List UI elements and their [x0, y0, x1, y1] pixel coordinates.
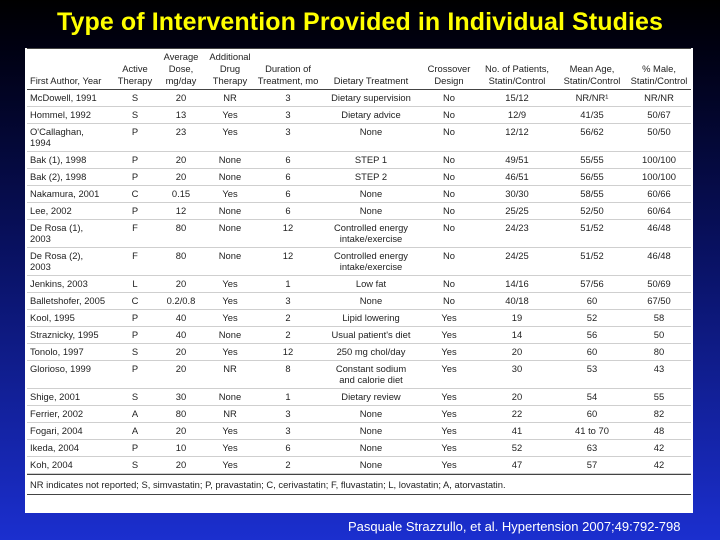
table-cell: S: [113, 457, 157, 474]
table-row: [27, 107, 691, 124]
table-cell: C: [113, 186, 157, 203]
studies-table: [27, 48, 691, 474]
table-cell: Bak (2), 1998: [27, 169, 113, 186]
table-cell: 41 to 70: [557, 423, 627, 440]
table-cell: 48: [627, 423, 691, 440]
table-cell: 22: [477, 406, 557, 423]
table-cell: 30: [157, 389, 205, 406]
table-cell: 42: [627, 457, 691, 474]
table-cell: None: [205, 220, 255, 248]
table-cell: 20: [157, 276, 205, 293]
table-cell: No: [421, 248, 477, 276]
column-header: % Male, Statin/Control: [627, 49, 691, 90]
table-cell: 52: [477, 440, 557, 457]
table-cell: 56: [557, 327, 627, 344]
table-cell: Yes: [205, 440, 255, 457]
table-cell: 52/50: [557, 203, 627, 220]
table-cell: 0.2/0.8: [157, 293, 205, 310]
table-cell: None: [321, 457, 421, 474]
table-cell: Yes: [205, 186, 255, 203]
table-cell: 53: [557, 361, 627, 389]
table-row: [27, 344, 691, 361]
table-cell: P: [113, 124, 157, 152]
table-cell: 56/62: [557, 124, 627, 152]
column-header: Active Therapy: [113, 49, 157, 90]
table-cell: No: [421, 169, 477, 186]
table-cell: Straznicky, 1995: [27, 327, 113, 344]
table-cell: NR/NR¹: [557, 90, 627, 107]
table-cell: No: [421, 90, 477, 107]
table-cell: No: [421, 203, 477, 220]
table-cell: 80: [627, 344, 691, 361]
table-row: [27, 457, 691, 474]
table-cell: S: [113, 107, 157, 124]
table-row: [27, 152, 691, 169]
table-row: [27, 293, 691, 310]
table-cell: 50/69: [627, 276, 691, 293]
table-cell: 49/51: [477, 152, 557, 169]
column-header: Average Dose, mg/day: [157, 49, 205, 90]
table-cell: Yes: [421, 406, 477, 423]
table-cell: No: [421, 152, 477, 169]
table-cell: 12/9: [477, 107, 557, 124]
table-cell: None: [205, 203, 255, 220]
table-cell: No: [421, 293, 477, 310]
table-cell: STEP 1: [321, 152, 421, 169]
table-cell: None: [205, 248, 255, 276]
table-row: [27, 90, 691, 107]
table-cell: A: [113, 406, 157, 423]
table-cell: 6: [255, 203, 321, 220]
table-cell: 80: [157, 220, 205, 248]
table-cell: P: [113, 361, 157, 389]
slide-title: Type of Intervention Provided in Individual Studies: [56, 8, 664, 36]
table-cell: O'Callaghan, 1994: [27, 124, 113, 152]
table-cell: None: [205, 152, 255, 169]
table-cell: No: [421, 124, 477, 152]
table-cell: 10: [157, 440, 205, 457]
table-cell: 15/12: [477, 90, 557, 107]
table-cell: 63: [557, 440, 627, 457]
table-cell: 30: [477, 361, 557, 389]
table-cell: 3: [255, 293, 321, 310]
table-cell: Yes: [421, 440, 477, 457]
table-cell: No: [421, 220, 477, 248]
table-cell: 46/51: [477, 169, 557, 186]
table-cell: 250 mg chol/day: [321, 344, 421, 361]
table-cell: Yes: [205, 124, 255, 152]
table-cell: Fogari, 2004: [27, 423, 113, 440]
table-cell: 41/35: [557, 107, 627, 124]
table-cell: Constant sodium and calorie diet: [321, 361, 421, 389]
table-cell: Yes: [421, 327, 477, 344]
table-cell: 50/50: [627, 124, 691, 152]
table-cell: No: [421, 276, 477, 293]
table-cell: Yes: [421, 361, 477, 389]
table-cell: 60: [557, 344, 627, 361]
table-cell: 100/100: [627, 169, 691, 186]
table-cell: Lipid lowering: [321, 310, 421, 327]
table-cell: 2: [255, 327, 321, 344]
table-cell: NR/NR: [627, 90, 691, 107]
table-cell: Jenkins, 2003: [27, 276, 113, 293]
table-cell: 14/16: [477, 276, 557, 293]
table-cell: 57/56: [557, 276, 627, 293]
table-cell: 60: [557, 293, 627, 310]
table-cell: NR: [205, 361, 255, 389]
table-cell: 3: [255, 107, 321, 124]
table-cell: 12: [157, 203, 205, 220]
table-cell: 3: [255, 423, 321, 440]
table-cell: 50/67: [627, 107, 691, 124]
table-cell: P: [113, 152, 157, 169]
table-footnote: NR indicates not reported; S, simvastatin; P, pravastatin; C, cerivastatin; F, fluvastatin; L, lovastatin; A, atorvastatin.: [27, 474, 691, 495]
table-cell: 50: [627, 327, 691, 344]
table-cell: 20: [157, 90, 205, 107]
table-cell: 0.15: [157, 186, 205, 203]
table-cell: 6: [255, 186, 321, 203]
table-cell: A: [113, 423, 157, 440]
table-cell: Koh, 2004: [27, 457, 113, 474]
table-row: [27, 406, 691, 423]
table-row: [27, 276, 691, 293]
table-row: [27, 186, 691, 203]
table-cell: Dietary advice: [321, 107, 421, 124]
table-cell: 20: [477, 389, 557, 406]
table-cell: Yes: [205, 344, 255, 361]
table-cell: Usual patient's diet: [321, 327, 421, 344]
table-cell: 20: [157, 169, 205, 186]
table-cell: 60/66: [627, 186, 691, 203]
table-cell: Yes: [205, 423, 255, 440]
table-cell: 12: [255, 220, 321, 248]
column-header: No. of Patients, Statin/Control: [477, 49, 557, 90]
table-cell: 55/55: [557, 152, 627, 169]
table-cell: Bak (1), 1998: [27, 152, 113, 169]
table-cell: 23: [157, 124, 205, 152]
table-cell: Yes: [205, 107, 255, 124]
table-cell: 1: [255, 276, 321, 293]
table-cell: 40: [157, 310, 205, 327]
table-cell: Ferrier, 2002: [27, 406, 113, 423]
table-row: [27, 440, 691, 457]
table-cell: L: [113, 276, 157, 293]
table-cell: 14: [477, 327, 557, 344]
table-cell: C: [113, 293, 157, 310]
table-cell: Kool, 1995: [27, 310, 113, 327]
table-cell: P: [113, 327, 157, 344]
table-cell: 3: [255, 90, 321, 107]
table-row: [27, 248, 691, 276]
table-cell: None: [321, 423, 421, 440]
table-cell: 51/52: [557, 220, 627, 248]
table-cell: 12: [255, 344, 321, 361]
table-cell: 46/48: [627, 220, 691, 248]
table-cell: None: [321, 406, 421, 423]
table-row: [27, 389, 691, 406]
table-cell: 82: [627, 406, 691, 423]
table-cell: F: [113, 248, 157, 276]
table-cell: De Rosa (2), 2003: [27, 248, 113, 276]
table-cell: Dietary review: [321, 389, 421, 406]
table-cell: 40: [157, 327, 205, 344]
table-row: [27, 220, 691, 248]
table-cell: Yes: [421, 457, 477, 474]
table-cell: None: [205, 389, 255, 406]
table-cell: 80: [157, 248, 205, 276]
table-cell: 12/12: [477, 124, 557, 152]
table-cell: Shige, 2001: [27, 389, 113, 406]
table-cell: Tonolo, 1997: [27, 344, 113, 361]
table-row: [27, 361, 691, 389]
table-cell: Low fat: [321, 276, 421, 293]
table-row: [27, 169, 691, 186]
table-cell: Nakamura, 2001: [27, 186, 113, 203]
table-cell: P: [113, 310, 157, 327]
table-cell: 3: [255, 124, 321, 152]
table-cell: 13: [157, 107, 205, 124]
table-cell: De Rosa (1), 2003: [27, 220, 113, 248]
table-cell: 55: [627, 389, 691, 406]
table-cell: 2: [255, 310, 321, 327]
table-cell: 6: [255, 440, 321, 457]
table-cell: S: [113, 389, 157, 406]
table-cell: 20: [477, 344, 557, 361]
table-cell: S: [113, 90, 157, 107]
table-cell: 60: [557, 406, 627, 423]
column-header: Crossover Design: [421, 49, 477, 90]
table-cell: 30/30: [477, 186, 557, 203]
column-header: Duration of Treatment, mo: [255, 49, 321, 90]
table-cell: 54: [557, 389, 627, 406]
table-cell: Yes: [421, 344, 477, 361]
table-row: [27, 203, 691, 220]
table-cell: 2: [255, 457, 321, 474]
table-cell: 20: [157, 152, 205, 169]
table-cell: NR: [205, 90, 255, 107]
table-cell: 19: [477, 310, 557, 327]
table-cell: 60/64: [627, 203, 691, 220]
table-panel: [25, 48, 693, 513]
table-cell: 52: [557, 310, 627, 327]
table-cell: Yes: [421, 310, 477, 327]
table-cell: Yes: [205, 310, 255, 327]
table-cell: 100/100: [627, 152, 691, 169]
table-cell: Dietary supervision: [321, 90, 421, 107]
column-header: First Author, Year: [27, 49, 113, 90]
table-row: [27, 124, 691, 152]
table-cell: 12: [255, 248, 321, 276]
table-cell: 57: [557, 457, 627, 474]
table-cell: None: [321, 203, 421, 220]
table-cell: F: [113, 220, 157, 248]
table-cell: 56/55: [557, 169, 627, 186]
table-cell: Yes: [205, 293, 255, 310]
table-cell: Yes: [421, 423, 477, 440]
table-cell: Balletshofer, 2005: [27, 293, 113, 310]
table-cell: No: [421, 186, 477, 203]
column-header: Dietary Treatment: [321, 49, 421, 90]
table-cell: 58: [627, 310, 691, 327]
table-cell: NR: [205, 406, 255, 423]
table-cell: None: [321, 440, 421, 457]
table-cell: P: [113, 440, 157, 457]
table-cell: 43: [627, 361, 691, 389]
table-cell: STEP 2: [321, 169, 421, 186]
table-cell: 42: [627, 440, 691, 457]
table-cell: 41: [477, 423, 557, 440]
table-row: [27, 310, 691, 327]
table-cell: 24/23: [477, 220, 557, 248]
table-cell: Yes: [205, 276, 255, 293]
table-cell: 20: [157, 361, 205, 389]
table-row: [27, 423, 691, 440]
table-cell: Hommel, 1992: [27, 107, 113, 124]
table-cell: Lee, 2002: [27, 203, 113, 220]
column-header: Additional Drug Therapy: [205, 49, 255, 90]
table-cell: None: [321, 293, 421, 310]
table-cell: Yes: [421, 389, 477, 406]
table-cell: 46/48: [627, 248, 691, 276]
table-cell: 6: [255, 169, 321, 186]
table-cell: 8: [255, 361, 321, 389]
table-cell: P: [113, 203, 157, 220]
table-cell: 6: [255, 152, 321, 169]
table-cell: 40/18: [477, 293, 557, 310]
table-header-row: [27, 49, 691, 90]
table-cell: 24/25: [477, 248, 557, 276]
table-cell: 20: [157, 457, 205, 474]
table-cell: 1: [255, 389, 321, 406]
table-cell: Glorioso, 1999: [27, 361, 113, 389]
column-header: Mean Age, Statin/Control: [557, 49, 627, 90]
table-cell: 51/52: [557, 248, 627, 276]
table-cell: 58/55: [557, 186, 627, 203]
table-cell: None: [205, 169, 255, 186]
table-cell: 3: [255, 406, 321, 423]
table-cell: Controlled energy intake/exercise: [321, 248, 421, 276]
table-body: [27, 90, 691, 474]
table-cell: S: [113, 344, 157, 361]
table-cell: 20: [157, 344, 205, 361]
table-cell: None: [321, 124, 421, 152]
table-cell: McDowell, 1991: [27, 90, 113, 107]
table-cell: None: [321, 186, 421, 203]
table-cell: 67/50: [627, 293, 691, 310]
table-cell: Ikeda, 2004: [27, 440, 113, 457]
table-cell: 25/25: [477, 203, 557, 220]
table-cell: Yes: [205, 457, 255, 474]
table-cell: 20: [157, 423, 205, 440]
table-cell: Controlled energy intake/exercise: [321, 220, 421, 248]
table-cell: None: [205, 327, 255, 344]
table-cell: P: [113, 169, 157, 186]
citation: Pasquale Strazzullo, et al. Hypertension 2007;49:792-798: [348, 519, 681, 534]
table-cell: 47: [477, 457, 557, 474]
table-row: [27, 327, 691, 344]
table-cell: 80: [157, 406, 205, 423]
table-cell: No: [421, 107, 477, 124]
